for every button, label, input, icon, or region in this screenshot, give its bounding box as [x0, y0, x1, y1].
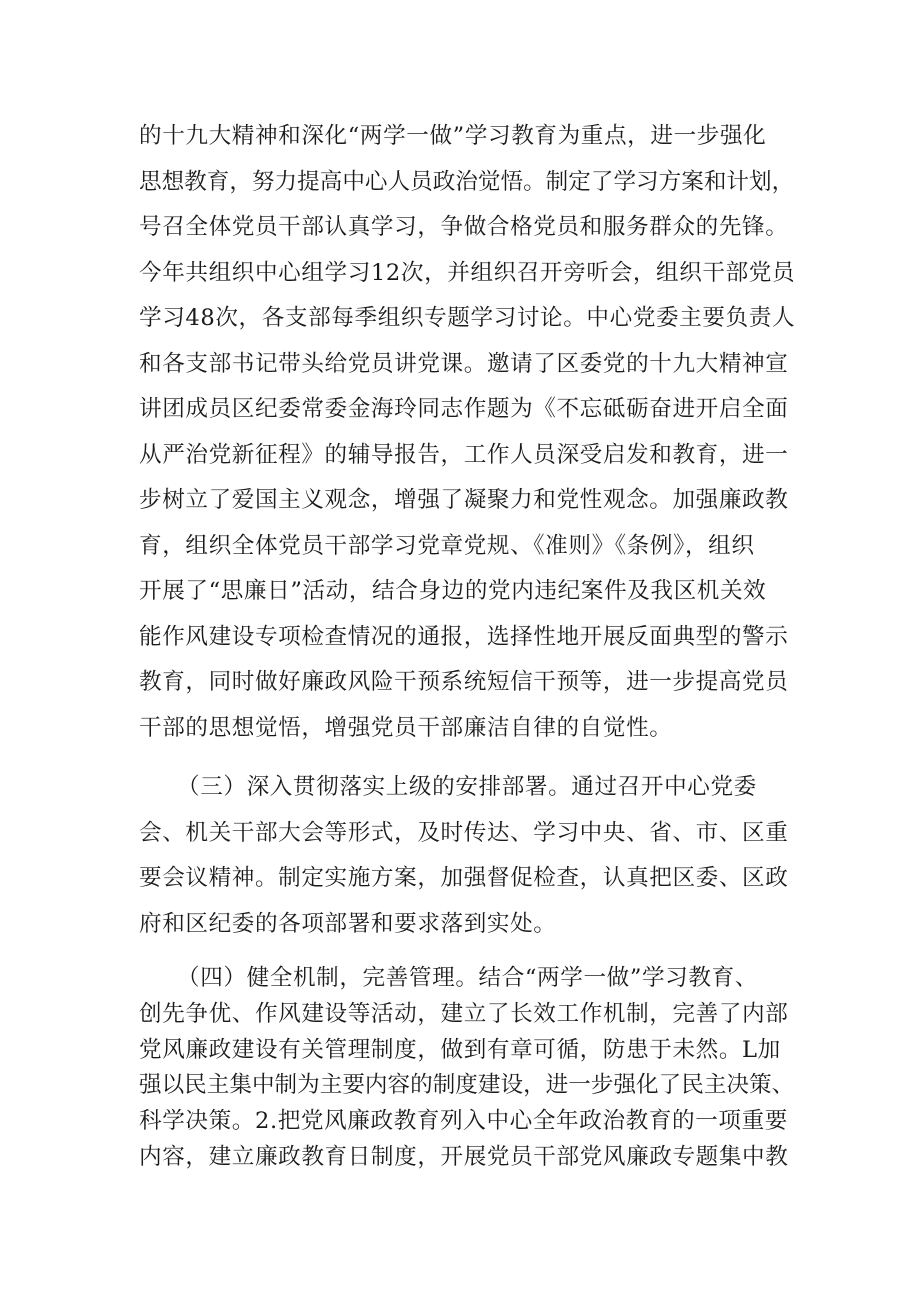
text-line: 号召全体党员干部认真学习，争做合格党员和服务群众的先锋。	[139, 214, 789, 240]
text-line: 科学决策。2.把党风廉政教育列入中心全年政治教育的一项重要	[139, 1108, 788, 1135]
text-line: 育，组织全体党员干部学习党章党规、《准则》《条例》，组织	[139, 532, 755, 559]
text-line: 开展了“思廉日”活动，结合身边的党内违纪案件及我区机关效	[139, 578, 767, 604]
text-line: 创先争优、作风建设等活动，建立了长效工作机制，完善了内部	[139, 1000, 789, 1027]
paragraph-study-education	[139, 114, 799, 751]
text-line: 要会议精神。制定实施方案，加强督促检查，认真把区委、区政	[139, 865, 789, 891]
text-line: 强以民主集中制为主要内容的制度建设，进一步强化了民主决策、	[139, 1072, 795, 1099]
text-line: 党风廉政建设有关管理制度，做到有章可循，防患于未然。L加	[139, 1036, 781, 1063]
paragraph-implement-deployment	[139, 765, 799, 947]
text-line: 干部的思想觉悟，增强党员干部廉洁自律的自觉性。	[139, 714, 673, 741]
text-line: 的十九大精神和深化“两学一做”学习教育为重点，进一步强化	[139, 123, 767, 149]
text-line: （四）健全机制，完善管理。结合“两学一做”学习教育、	[177, 965, 758, 991]
text-line: 思想教育，努力提高中心人员政治觉悟。制定了学习方案和计划，	[139, 168, 795, 195]
text-line: 府和区纪委的各项部署和要求落到实处。	[139, 910, 557, 937]
text-line: （三）深入贯彻落实上级的安排部署。通过召开中心党委	[177, 774, 757, 800]
text-line: 能作风建设专项检查情况的通报，选择性地开展反面典型的警示	[139, 623, 789, 650]
text-line: 今年共组织中心组学习12次，并组织召开旁听会，组织干部党员	[139, 259, 796, 286]
text-line: 会、机关干部大会等形式，及时传达、学习中央、省、市、区重	[139, 819, 789, 846]
paragraph-improve-mechanism	[139, 961, 799, 1176]
text-line: 教育，同时做好廉政风险干预系统短信干预等，进一步提高党员	[139, 669, 789, 695]
text-line: 和各支部书记带头给党员讲党课。邀请了区委党的十九大精神宣	[139, 350, 789, 377]
text-line: 讲团成员区纪委常委金海玲同志作题为《不忘砥砺奋进开启全面	[139, 396, 789, 422]
text-line: 内容，建立廉政教育日制度，开展党员干部党风廉政专题集中教	[139, 1143, 789, 1170]
text-line: 从严治党新征程》的辅导报告，工作人员深受启发和教育，进一	[139, 441, 789, 468]
text-line: 步树立了爱国主义观念，增强了凝聚力和党性观念。加强廉政教	[139, 487, 789, 513]
text-line: 学习48次，各支部每季组织专题学习讨论。中心党委主要负责人	[139, 305, 796, 331]
